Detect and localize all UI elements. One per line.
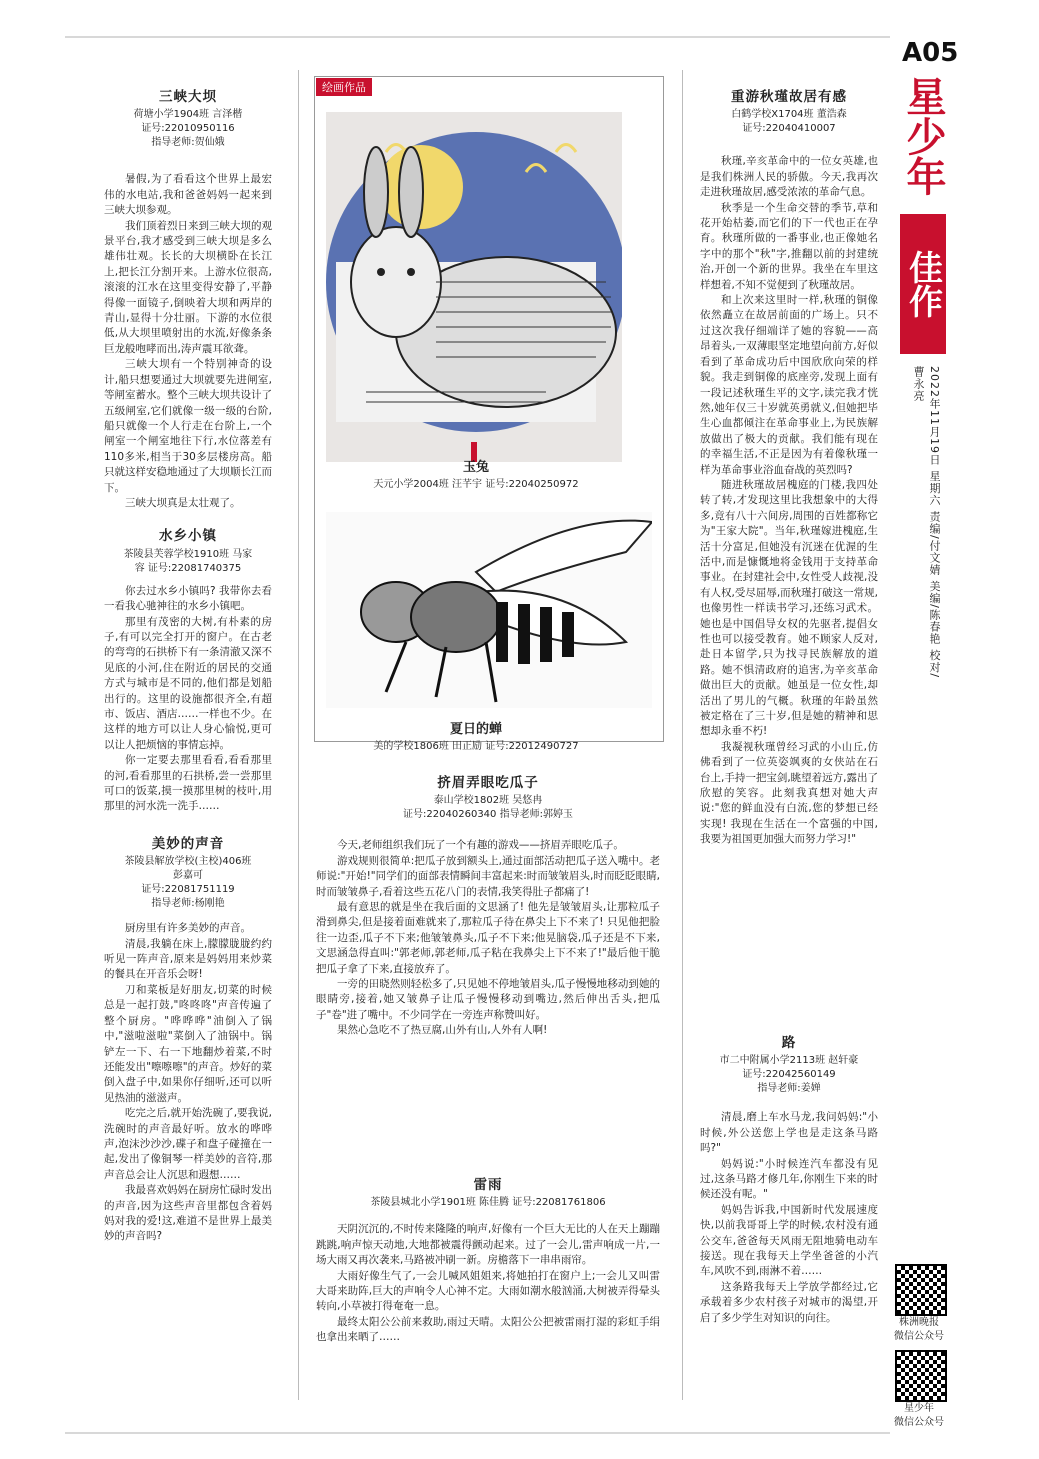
article-paragraph: 游戏规则很简单:把瓜子放到额头上,通过面部活动把瓜子送入嘴中。老师说:"开始!"同学们的面部表情瞬间丰富起来:时而皱皱眉头,时而眨眨眼睛,时而皱皱鼻子,看着这些五花八门的表情,我笑得肚子都痛了! xyxy=(316,854,660,898)
article-paragraph: 妈妈告诉我,中国新时代发展速度快,以前我哥哥上学的时候,农村没有通公交车,爸爸每天风雨无阻地骑电动车接送。现在我每天上学坐爸爸的小汽车,风吹不到,雨淋不着…… xyxy=(700,1203,878,1278)
qr-label: 株洲晚报 xyxy=(899,1317,939,1328)
article-title: 水乡小镇 xyxy=(159,528,217,545)
article-paragraph: 厨房里有许多美妙的声音。 xyxy=(125,922,251,935)
left-column xyxy=(104,90,272,1245)
article-title: 路 xyxy=(781,1035,797,1051)
date-line: 2022年11月19日 星期六 责编/付文婧 美编/陈春艳 校对/曹永亮 xyxy=(912,366,941,679)
article-paragraph: 我凝视秋瑾曾经习武的小山丘,仿佛看到了一位英姿飒爽的女侠站在石台上,手持一把宝剑,眺望着远方,露出了欣慰的笑容。此刻我真想对她大声说:"您的鲜血没有白流,您的梦想已经实现! 我现在生活在一个富强的中国,我要为祖国更加强大而努力学习!" xyxy=(700,740,879,846)
article-paragraph: 那里有茂密的大树,有朴素的房子,有可以完全打开的窗户。在古老的弯弯的石拱桥下有一条清澈又深不见底的小河,住在附近的居民的交通方式与城市是不同的,他们都是划船出行的。这里的设施都很齐全,有超市、饭店、酒店……一样也不少。在这样的地方可以让人身心愉悦,更可以让人把烦恼的事情忘掉。 xyxy=(104,615,272,751)
middle-article-2 xyxy=(316,1178,660,1346)
article-cert: 证号:22040410007 xyxy=(742,123,836,135)
right-article-2 xyxy=(700,1036,878,1326)
article-paragraph: 妈妈说:"小时候连汽车都没有见过,这条马路才修几年,你刚生下来的时候还没有呢。" xyxy=(700,1157,878,1201)
article-byline: 荷塘小学1904班 言泽楷 xyxy=(133,109,243,121)
article-paragraph: 你去过水乡小镇吗? 我带你去看一看我心驰神往的水乡小镇吧。 xyxy=(104,584,272,613)
artwork-title: 玉兔 xyxy=(462,460,489,475)
article-title: 雷雨 xyxy=(473,1177,503,1193)
article-teacher: 指导老师:贺仙娥 xyxy=(151,137,225,149)
art-section-label: 绘画作品 xyxy=(316,78,372,96)
brand-name: 星少年 xyxy=(900,76,946,196)
article-paragraph: 和上次来这里时一样,秋瑾的铜像依然矗立在故居前面的广场上。只不过这次我仔细端详了她的容貌——高昂着头,一双薄眼坚定地望向前方,好似看到了革命成功后中国欣欣向荣的样貌。我走到铜像的底座旁,发现上面有一段记述秋瑾生平的文字,读完我才恍然,她年仅三十岁就英勇就义,但她把毕生心血都倾注在革命事业上,为民族解放做出了极大的贡献。我们能有现在的幸福生活,不正是因为有着像秋瑾一样为革命事业浴血奋战的英烈吗? xyxy=(700,294,878,476)
article-paragraph: 暑假,为了看看这个世界上最宏伟的水电站,我和爸爸妈妈一起来到三峡大坝参观。 xyxy=(104,173,272,217)
article-byline: 茶陵县芙蓉学校1910班 马家 xyxy=(123,548,253,560)
page-number: A05 xyxy=(902,38,959,68)
article-paragraph: 随进秋瑾故居槐庭的门楼,我四处转了转,才发现这里比我想象中的大得多,竟有八十六间房,周围的百姓都称它为"王家大院"。当年,秋瑾嫁进槐庭,生活十分富足,但她没有沉迷在优渥的生活中,而是慷慨地将金钱用于支持革命事业。在封建社会中,女性受人歧视,没有人权,受尽屈辱,而秋瑾打破这一常规,也像男性一样读书学习,还练习武术。她也是中国倡导女权的先驱者,提倡女性也可以接受教育。她不顾家人反对,赴日本留学,只为找寻民族解放的道路。她不惧清政府的追害,为辛亥革命做出巨大的贡献。她虽是一位女性,却活出了男儿的气概。秋瑾的年龄虽然被定格在了三十岁,但是她的精神和思想却永垂不朽! xyxy=(700,478,879,738)
article-paragraph: 秋瑾,辛亥革命中的一位女英雄,也是我们株洲人民的骄傲。今天,我再次走进秋瑾故居,感受浓浓的革命气息。 xyxy=(700,155,878,199)
article-title: 重游秋瑾故居有感 xyxy=(731,89,847,105)
article-byline: 茶陵县城北小学1901班 陈佳腾 证号:22081761806 xyxy=(370,1197,606,1209)
qr-label: 微信公众号 xyxy=(894,1417,944,1428)
article-title: 挤眉弄眼吃瓜子 xyxy=(437,775,539,791)
article-title: 美妙的声音 xyxy=(151,835,225,852)
column-divider-left xyxy=(298,70,299,1400)
article-byline: 茶陵县解放学校(主校)406班 xyxy=(124,856,252,868)
section-name: 佳作 xyxy=(902,250,943,318)
article-paragraph: 果然心急吃不了热豆腐,山外有山,人外有人啊! xyxy=(337,1024,548,1037)
article-paragraph: 我们顶着烈日来到三峡大坝的观景平台,我才感受到三峡大坝是多么雄伟壮观。长长的大坝横卧在长江上,把长江分割开来。上游水位很高,滚滚的江水在这里变得安静了,平静得像一面镜子,倒映着大坝和两岸的青山,显得十分壮丽。下游的水位很低,从大坝里喷射出的水流,好像条条巨龙般咆哮而出,涛声震耳欲聋。 xyxy=(104,219,272,355)
column-divider-right xyxy=(682,70,683,1400)
article-title: 三峡大坝 xyxy=(159,89,217,105)
article-cert: 容 证号:22081740375 xyxy=(134,562,242,574)
artwork-credit: 天元小学2004班 汪芊宇 证号:22040250972 xyxy=(373,479,579,490)
article-paragraph: 我最喜欢妈妈在厨房忙碌时发出的声音,因为这些声音里都包含着妈妈对我的爱!这,难道不是世界上最美妙的声音吗? xyxy=(104,1184,272,1243)
right-column xyxy=(700,90,878,848)
article-paragraph: 秋季是一个生命交替的季节,草和花开始枯萎,而它们的下一代也正在孕育。秋瑾所做的一番事业,也正像她名字中的那个"秋"字,推翻以前的封建统治,开创一个新的世界。我坐在车里这样想着,不知不觉便到了秋瑾故居。 xyxy=(700,201,878,291)
article-paragraph: 清晨,我躺在床上,朦朦胧胧约约听见一阵声音,原来是妈妈用来炒菜的餐具在开音乐会呀! xyxy=(104,937,272,981)
article-byline: 彭嘉可 xyxy=(173,870,203,882)
article-paragraph: 这条路我每天上学放学都经过,它承载着多少农村孩子对城市的渴望,开启了多少学生对知识的向往。 xyxy=(700,1280,878,1324)
article-paragraph: 大雨好像生气了,一会儿喊风姐姐来,将她拍打在窗户上;一会儿又叫雷大哥来助阵,巨大的声响令人心神不定。大雨如潮水般汹涌,大树被弄得晕头转向,小草被打得奄奄一息。 xyxy=(316,1269,660,1313)
qr-label: 微信公众号 xyxy=(894,1331,944,1342)
article-paragraph: 你一定要去那里看看,看看那里的河,看看那里的石拱桥,尝一尝那里可口的饭菜,摸一摸那里树的枝叶,用那里的河水洗一洗手…… xyxy=(104,754,272,813)
artwork-title: 夏日的蝉 xyxy=(449,722,502,737)
qr-code[interactable] xyxy=(895,1350,947,1402)
top-rule xyxy=(65,36,890,38)
artwork-credit: 美的学校1806班 田正励 证号:22012490727 xyxy=(373,741,579,752)
cicada-artwork xyxy=(326,512,652,708)
article-paragraph: 清晨,磨上车水马龙,我问妈妈:"小时候,外公送您上学也是走这条马路吗?" xyxy=(700,1111,878,1155)
bottom-rule xyxy=(65,1432,890,1434)
article-paragraph: 天阴沉沉的,不时传来隆隆的响声,好像有一个巨大无比的人在天上蹦蹦跳跳,响声惊天动地,大地都被震得颤动起来。过了一会儿,雷声响成一片,一场大雨又再次袭来,马路被冲刷一新。房檐落下一串串雨帘。 xyxy=(316,1223,660,1267)
article-byline: 白鹤学校X1704班 董浩森 xyxy=(731,109,847,121)
qr-code[interactable] xyxy=(895,1264,947,1316)
article-paragraph: 最有意思的就是坐在我后面的文思涵了! 他先是皱皱眉头,让那粒瓜子滑到鼻尖,但是接着面难就来了,那粒瓜子待在鼻尖上下不来了! 只见他把脸往一边歪,瓜子不下来;他皱皱鼻头,瓜子不下来;他晃脑袋,瓜子还是不下来,文思涵急得直叫:"郭老师,郭老师,瓜子粘在我鼻尖上下不来了!"最后他干脆把瓜子拿了下来,直接放弃了。 xyxy=(316,901,660,975)
article-paragraph: 吃完之后,就开始洗碗了,要我说,洗碗时的声音最好听。放水的哗哗声,泡沫沙沙沙,碟子和盘子碰撞在一起,发出了像铜琴一样美妙的音符,那声音总会让人沉思和遐想…… xyxy=(104,1107,272,1181)
article-cert: 证号:22042560149 xyxy=(742,1069,836,1081)
rabbit-artwork xyxy=(326,112,622,462)
article-byline: 泰山学校1802班 吴悠冉 xyxy=(433,795,543,807)
article-byline: 市二中附属小学2113班 赵轩豪 xyxy=(719,1055,859,1067)
article-paragraph: 最终太阳公公前来救助,雨过天晴。太阳公公把被雷雨打湿的彩虹手绢也拿出来晒了…… xyxy=(316,1315,660,1344)
article-paragraph: 三峡大坝真是太壮观了。 xyxy=(125,496,241,509)
article-cert: 证号:22081751119 xyxy=(141,884,235,896)
article-teacher: 指导老师:杨刚艳 xyxy=(151,898,225,910)
article-paragraph: 今天,老师组织我们玩了一个有趣的游戏——挤眉弄眼吃瓜子。 xyxy=(337,839,624,852)
article-teacher: 指导老师:姜婵 xyxy=(757,1083,821,1095)
article-cert: 证号:22010950116 xyxy=(141,123,235,135)
section-tab xyxy=(900,214,946,354)
middle-article-1 xyxy=(316,776,660,1039)
article-cert: 证号:22040260340 指导老师:郭婷玉 xyxy=(403,809,573,821)
qr-label: 星少年 xyxy=(904,1403,934,1414)
article-paragraph: 刀和菜板是好朋友,切菜的时候总是一起打鼓,"咚咚咚"声音传遍了整个厨房。"哗哗哗"油倒入了锅中,"滋啦滋啦"菜倒入了油锅中。锅铲左一下、右一下地翻炒着菜,不时还能发出"嚓嚓嚓"的声音。炒好的菜倒入盘子中,如果你仔细听,还可以听见热油的滋滋声。 xyxy=(104,983,272,1104)
article-paragraph: 三峡大坝有一个特别神奇的设计,船只想要通过大坝就要先进闸室,等闸室蓄水。整个三峡大坝共设计了五级闸室,它们就像一级一级的台阶,船只就像一个人行走在台阶上,一个闸室一个闸室地往下行,水位落差有110多米,相当于30多层楼房高。船只就这样安稳地通过了大坝顺长江而下。 xyxy=(104,358,272,494)
brand-logo xyxy=(898,76,948,216)
article-paragraph: 一旁的田晓然则轻松多了,只见她不停地皱眉头,瓜子慢慢地移动到她的眼睛旁,接着,她又皱鼻子让瓜子慢慢移动到嘴边,然后伸出舌头,把瓜子"卷"进了嘴中。不少同学在一旁连声称赞叫好。 xyxy=(316,978,660,1021)
